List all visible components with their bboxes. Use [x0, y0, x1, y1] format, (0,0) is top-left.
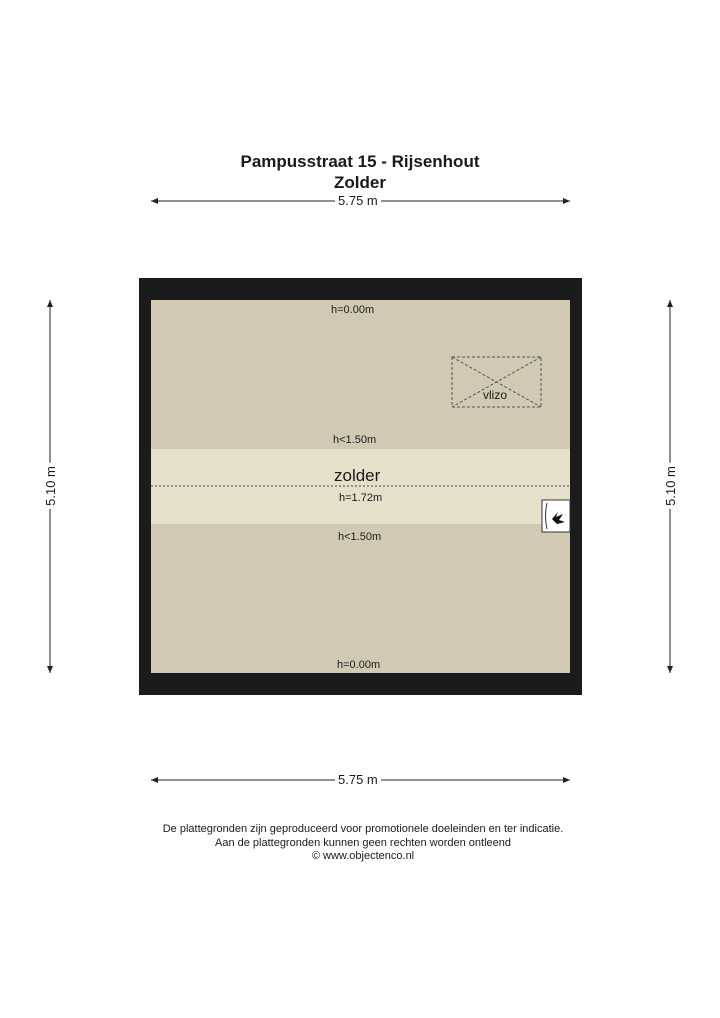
disclaimer-line-1: De plattegronden zijn geproduceerd voor promotionele doeleinden en ter indicatie.: [162, 823, 564, 835]
depth-label-right: 5.10 m: [663, 463, 679, 509]
width-label-bottom: 5.75 m: [335, 772, 381, 788]
width-label-top: 5.75 m: [335, 193, 381, 209]
vent-pipe-icon: [542, 500, 570, 532]
height-label-ridge: h=1.72m: [339, 492, 383, 504]
copyright-line: © www.objectenco.nl: [311, 850, 415, 862]
height-label-top: h=0.00m: [331, 304, 375, 316]
floor-name: Zolder: [334, 173, 386, 192]
depth-label-left: 5.10 m: [43, 463, 59, 509]
height-label-lower: h<1.50m: [338, 531, 382, 543]
height-label-bottom: h=0.00m: [337, 659, 381, 671]
hatch-label: vlizo: [483, 388, 508, 402]
floorplan-address: Pampusstraat 15 - Rijsenhout: [240, 152, 480, 171]
disclaimer-line-2: Aan de plattegronden kunnen geen rechten worden ontleend: [214, 837, 511, 849]
height-label-upper: h<1.50m: [333, 434, 377, 446]
room-name: zolder: [334, 466, 381, 485]
